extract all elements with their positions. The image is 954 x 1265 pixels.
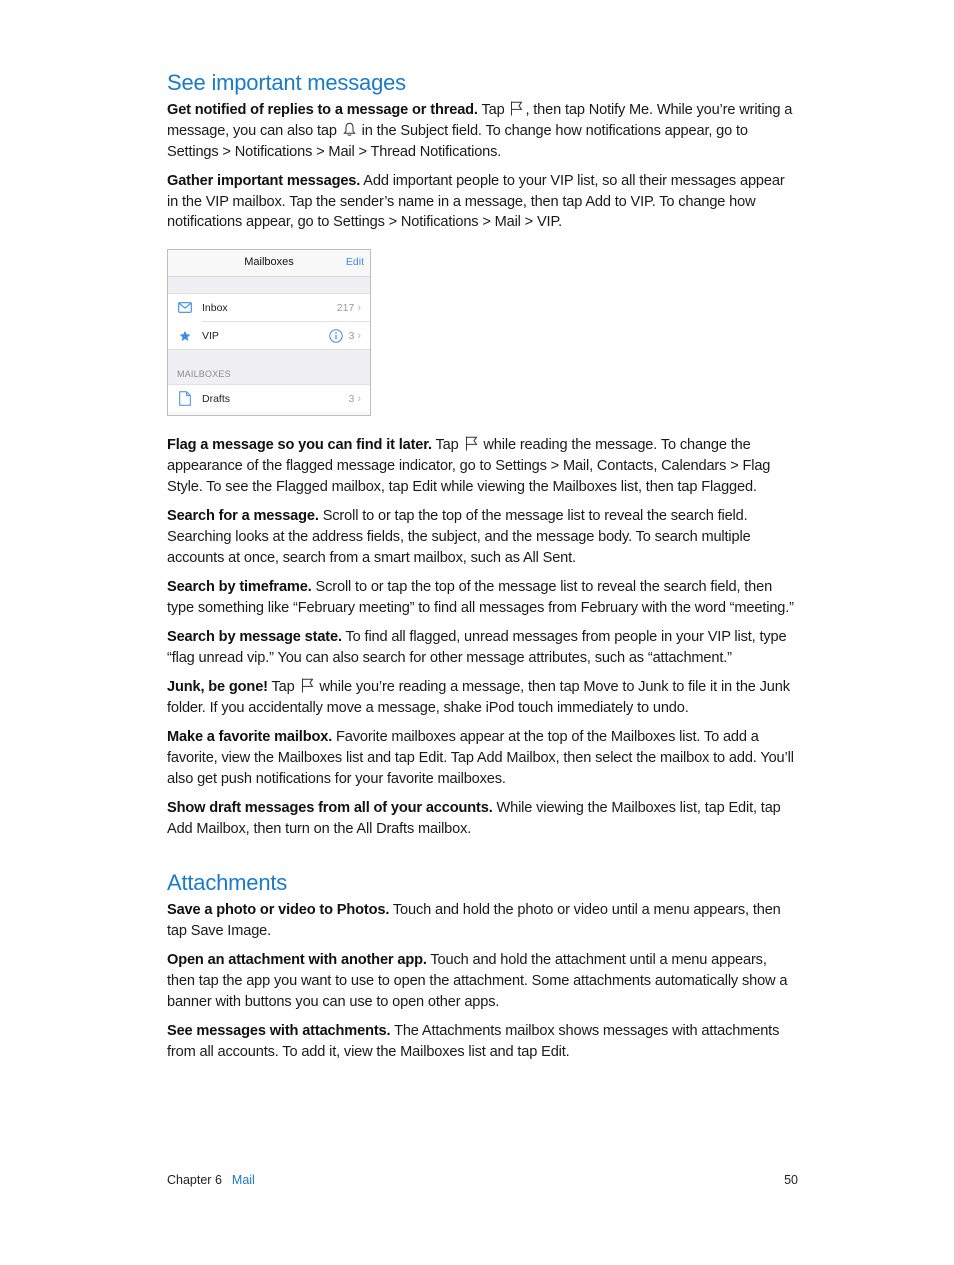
- flag-icon: [465, 436, 478, 451]
- mailbox-row-vip[interactable]: [168, 322, 370, 349]
- section-label: MAILBOXES: [177, 369, 231, 380]
- info-icon[interactable]: [329, 329, 343, 343]
- mailbox-count: 217: [336, 301, 355, 314]
- para-drafts: Show draft messages from all of your accounts. While viewing the Mailboxes list, tap Edit, tap Add Mailbox, then turn on the All Drafts mailbox.: [167, 800, 781, 838]
- para-see-attachments: See messages with attachments. The Attachments mailbox shows messages with attachments from all accounts. To add it, view the Mailboxes list and tap Edit.: [167, 1023, 780, 1061]
- envelope-icon: [168, 302, 202, 313]
- mailbox-count: 3: [348, 329, 355, 342]
- mailbox-row-drafts[interactable]: [168, 385, 370, 412]
- para-save-photo: Save a photo or video to Photos. Touch and hold the photo or video until a menu appears, then tap Save Image.: [167, 902, 781, 940]
- chapter-title-link[interactable]: Mail: [231, 1173, 255, 1187]
- section-title-important: See important messages: [167, 70, 406, 95]
- para-favorite: Make a favorite mailbox. Favorite mailboxes appear at the top of the Mailboxes list. To add a favorite, view the Mailboxes list and tap Edit. Tap Add Mailbox, then select the mailbox to add. You’ll also get push notifications for your favorite mailboxes.: [167, 729, 794, 787]
- flag-icon: [301, 678, 314, 693]
- para-search-state: Search by message state. To find all flagged, unread messages from people in your VIP list, type “flag unread vip.” You can also search for other message attributes, such as “attachment.”: [167, 629, 787, 666]
- nav-bar: [168, 250, 370, 277]
- para-open-attachment: Open an attachment with another app. Touch and hold the attachment until a menu appears, then tap the app you want to use to open the attachment. Some attachments automatically show a banner with buttons you can use to open other apps.: [167, 952, 788, 1011]
- nav-title: Mailboxes: [244, 256, 294, 269]
- page-number: 50: [784, 1173, 798, 1187]
- page-content: [167, 70, 797, 1071]
- chevron-right-icon: ›: [357, 301, 361, 314]
- para-notify: Get notified of replies to a message or thread. Tap , then tap Notify Me. While you’re writing a message, you can also tap in the Subject field. To change how notifications appear, go to Settings > Notifications > Mail > Thread Notifications.: [167, 102, 793, 160]
- para-search-timeframe: Search by timeframe. Scroll to or tap the top of the message list to reveal the search field, then type something like “February meeting” to find all messages from February with the word “meeting.”: [167, 579, 794, 616]
- star-icon: [168, 330, 202, 342]
- document-icon: [168, 391, 202, 406]
- chevron-right-icon: ›: [357, 392, 361, 405]
- page-footer: [167, 1173, 798, 1187]
- chapter-label: Chapter 6: [167, 1173, 222, 1187]
- section-title-attachments: Attachments: [167, 870, 288, 896]
- mailbox-label: Drafts: [202, 392, 231, 405]
- para-gather: Gather important messages. Add important people to your VIP list, so all their messages appear in the VIP mailbox. Tap the sender’s name in a message, then tap Add to VIP. To change how notifications appear, go to Settings > Notifications > Mail > VIP.: [167, 172, 785, 231]
- mailboxes-screenshot: [167, 249, 371, 416]
- mailboxes-section-header: [168, 350, 370, 384]
- flag-icon: [510, 101, 523, 116]
- mailbox-row-inbox[interactable]: [168, 294, 370, 321]
- para-junk: Junk, be gone! Tap while you’re reading a message, then tap Move to Junk to file it in the Junk folder. If you accidentally move a message, shake iPod touch immediately to undo.: [167, 679, 790, 717]
- mailbox-count: 3: [348, 392, 355, 405]
- edit-button[interactable]: Edit: [345, 256, 364, 269]
- para-flag: Flag a message so you can find it later. Tap while reading the message. To change the appearance of the flagged message indicator, go to Settings > Mail, Contacts, Calendars > Flag Style. To see the Flagged mailbox, tap Edit while viewing the Mailboxes list, then tap Flagged.: [167, 437, 771, 495]
- bell-icon: [343, 122, 356, 137]
- mailbox-label: Inbox: [202, 301, 228, 314]
- mailbox-label: VIP: [202, 329, 219, 342]
- para-search-message: Search for a message. Scroll to or tap the top of the message list to reveal the search field. Searching looks at the address fields, the subject, and the message body. To search multiple accounts at once, search from a smart mailbox, such as All Sent.: [167, 508, 751, 566]
- chevron-right-icon: ›: [357, 329, 361, 342]
